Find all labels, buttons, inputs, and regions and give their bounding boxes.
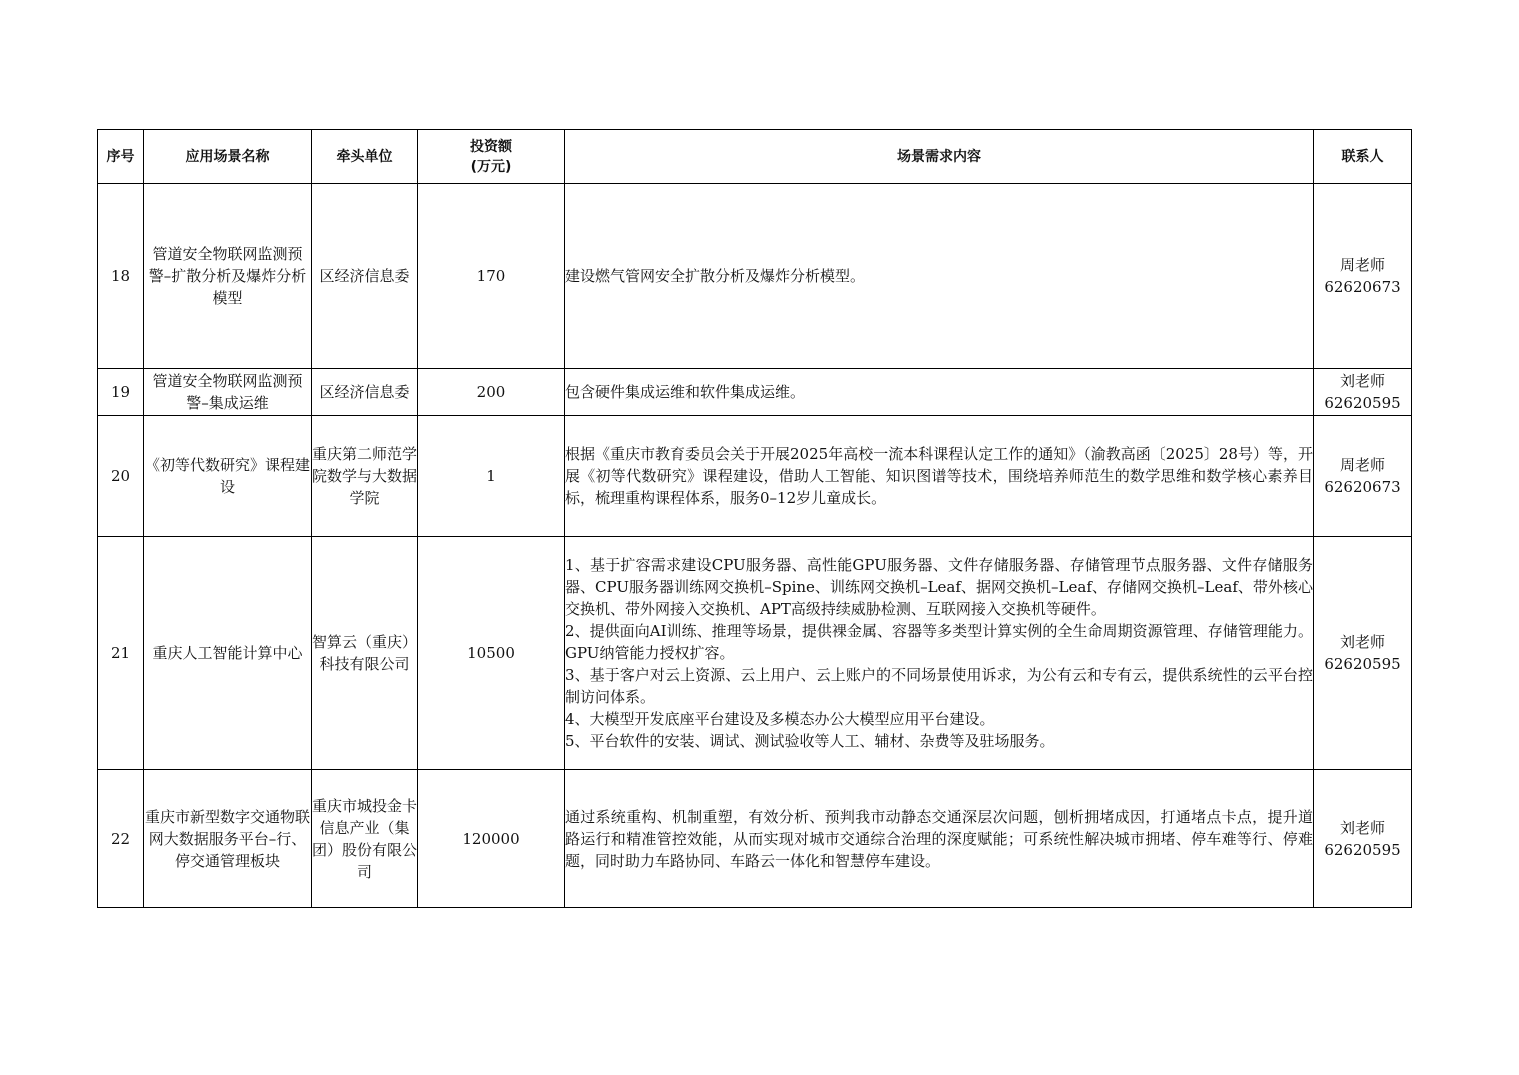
header-investment-unit: (万元) (470, 158, 512, 175)
row-lead-unit: 重庆市城投金卡信息产业（集团）股份有限公司 (312, 770, 418, 908)
table-row (98, 184, 1412, 369)
row-contact (1314, 770, 1412, 908)
header-contact: 联系人 (1314, 130, 1412, 184)
header-investment (418, 130, 565, 184)
row-scenario-name: 《初等代数研究》课程建设 (144, 416, 312, 537)
contact-phone: 62620595 (1324, 840, 1401, 859)
table-row (98, 770, 1412, 908)
row-investment: 170 (418, 184, 565, 369)
row-index: 20 (98, 416, 144, 537)
row-contact (1314, 369, 1412, 416)
row-index: 19 (98, 369, 144, 416)
scenario-table (97, 129, 1412, 908)
row-index: 21 (98, 537, 144, 770)
content-item-3: 3、基于客户对云上资源、云上用户、云上账户的不同场景使用诉求，为公有云和专有云，提供系统性的云平台控制访问体系。 (565, 666, 1313, 706)
contact-phone: 62620595 (1324, 394, 1401, 412)
row-index: 22 (98, 770, 144, 908)
header-content: 场景需求内容 (565, 130, 1314, 184)
header-lead: 牵头单位 (312, 130, 418, 184)
content-line: 包含硬件集成运维和软件集成运维。 (565, 383, 806, 401)
row-scenario-name: 管道安全物联网监测预警–集成运维 (144, 369, 312, 416)
table-row (98, 369, 1412, 416)
header-index: 序号 (98, 130, 144, 184)
row-contact (1314, 537, 1412, 770)
row-content (565, 416, 1314, 537)
content-item-5: 5、平台软件的安装、调试、测试验收等人工、辅材、杂费等及驻场服务。 (565, 732, 1055, 750)
contact-name: 周老师 (1339, 456, 1385, 474)
table-row (98, 537, 1412, 770)
row-lead-unit: 区经济信息委 (312, 184, 418, 369)
content-line: 建设燃气管网安全扩散分析及爆炸分析模型。 (565, 267, 866, 285)
row-investment: 1 (418, 416, 565, 537)
contact-name: 刘老师 (1339, 818, 1385, 837)
row-investment: 200 (418, 369, 565, 416)
row-content (565, 184, 1314, 369)
table-row (98, 416, 1412, 537)
row-lead-unit: 重庆第二师范学院数学与大数据学院 (312, 416, 418, 537)
content-line: 根据《重庆市教育委员会关于开展2025年高校一流本科课程认定工作的通知》（渝教高函〔2025〕28号）等，开展《初等代数研究》课程建设，借助人工智能、知识图谱等技术，围绕培养师范生的数学思维和数学核心素养目标，梳理重构课程体系，服务0–12岁儿童成长。 (565, 445, 1313, 507)
contact-name: 周老师 (1339, 256, 1385, 274)
row-scenario-name: 管道安全物联网监测预警–扩散分析及爆炸分析模型 (144, 184, 312, 369)
row-index: 18 (98, 184, 144, 369)
contact-name: 刘老师 (1339, 633, 1385, 651)
contact-phone: 62620595 (1324, 655, 1401, 673)
row-scenario-name: 重庆市新型数字交通物联网大数据服务平台–行、停交通管理板块 (144, 770, 312, 908)
row-content (565, 369, 1314, 416)
contact-name: 刘老师 (1339, 372, 1385, 390)
table-header-row (98, 130, 1412, 184)
row-contact (1314, 416, 1412, 537)
row-scenario-name: 重庆人工智能计算中心 (144, 537, 312, 770)
row-investment: 10500 (418, 537, 565, 770)
content-item-1: 1、基于扩容需求建设CPU服务器、高性能GPU服务器、文件存储服务器、存储管理节点服务器、文件存储服务器、CPU服务器训练网交换机–Spine、训练网交换机–Leaf、据网交换机–Leaf、存储网交换机–Leaf、带外核心交换机、带外网接入交换机、APT高级持续威胁检测、互联网接入交换机等硬件。 (565, 556, 1313, 618)
row-lead-unit: 区经济信息委 (312, 369, 418, 416)
header-investment-label: 投资额 (470, 138, 512, 155)
header-name: 应用场景名称 (144, 130, 312, 184)
row-lead-unit: 智算云（重庆）科技有限公司 (312, 537, 418, 770)
content-item-4: 4、大模型开发底座平台建设及多模态办公大模型应用平台建设。 (565, 710, 995, 728)
row-content (565, 770, 1314, 908)
row-content (565, 537, 1314, 770)
content-line: 通过系统重构、机制重塑，有效分析、预判我市动静态交通深层次问题，刨析拥堵成因，打通堵点卡点，提升道路运行和精准管控效能，从而实现对城市交通综合治理的深度赋能；可系统性解决城市拥堵、停车难等行、停难题，同时助力车路协同、车路云一体化和智慧停车建设。 (565, 807, 1313, 870)
contact-phone: 62620673 (1324, 478, 1401, 496)
content-item-2: 2、提供面向AI训练、推理等场景，提供裸金属、容器等多类型计算实例的全生命周期资源管理、存储管理能力。GPU纳管能力授权扩容。 (565, 622, 1313, 662)
contact-phone: 62620673 (1324, 278, 1401, 296)
row-investment: 120000 (418, 770, 565, 908)
row-contact (1314, 184, 1412, 369)
